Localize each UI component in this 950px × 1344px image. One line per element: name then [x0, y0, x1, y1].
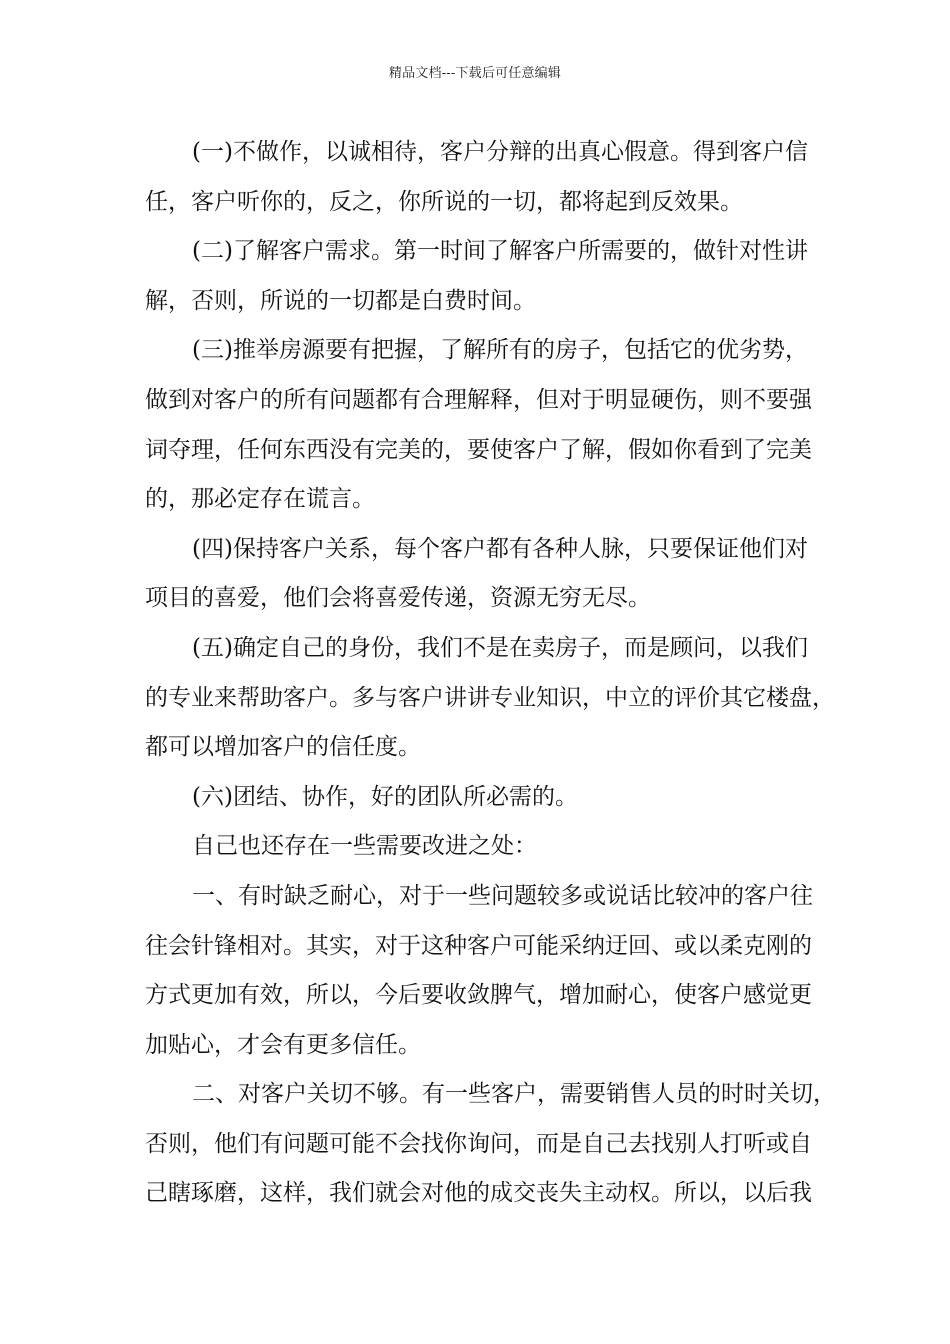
paragraph-line: [145, 723, 805, 773]
line-text: 解，否则，所说的一切都是白费时间。: [145, 287, 536, 314]
paragraph-line: [145, 128, 808, 178]
line-text: 方式更加有效，所以，今后要收敛脾气，增加耐心，使客户感觉更: [145, 982, 812, 1009]
line-text: 项目的喜爱，他们会将喜爱传递，资源无穷无尽。: [145, 585, 651, 612]
line-text: (四)保持客户关系，每个客户都有各种人脉，只要保证他们对: [192, 535, 808, 562]
document-body: [145, 128, 836, 1219]
paragraph-line: [145, 624, 808, 674]
paragraph-line: [145, 475, 805, 525]
line-text: 往会针锋相对。其实，对于这种客户可能采纳迂回、或以柔克刚的: [145, 932, 812, 959]
paragraph-line: [145, 227, 808, 277]
paragraph-line: [145, 922, 812, 972]
paragraph-line: [145, 773, 805, 823]
paragraph-line: [145, 178, 805, 228]
paragraph-line: [145, 1021, 805, 1071]
paragraph-line: [145, 971, 812, 1021]
paragraph-line: [145, 277, 805, 327]
line-text: 二、对客户关切不够。有一些客户，需要销售人员的时时关切，: [192, 1081, 836, 1108]
line-text: (三)推举房源要有把握，了解所有的房子，包括它的优劣势，: [192, 337, 808, 364]
line-text: 的，那必定存在谎言。: [145, 486, 375, 513]
paragraph-line: [145, 872, 813, 922]
line-text: 的专业来帮助客户。多与客户讲讲专业知识，中立的评价其它楼盘，: [145, 684, 835, 711]
paragraph-line: [145, 574, 805, 624]
line-text: (一)不做作，以诚相待，客户分辩的出真心假意。得到客户信: [192, 139, 808, 165]
line-text: 都可以增加客户的信任度。: [145, 734, 421, 761]
paragraph-line: [145, 1169, 812, 1219]
paragraph-line: [145, 376, 812, 426]
line-text: (五)确定自己的身份，我们不是在卖房子，而是顾问，以我们: [192, 634, 808, 661]
line-text: 否则，他们有问题可能不会找你询问，而是自己去找别人打听或自: [145, 1130, 812, 1157]
line-text: 自己也还存在一些需要改进之处：: [192, 833, 537, 860]
paragraph-line: [145, 426, 812, 476]
line-text: (六)团结、协作，好的团队所必需的。: [192, 783, 578, 810]
paragraph-line: [145, 822, 805, 872]
paragraph-line: [145, 1120, 812, 1170]
line-text: (二)了解客户需求。第一时间了解客户所需要的，做针对性讲: [192, 238, 808, 265]
paragraph-line: [145, 674, 835, 724]
paragraph-line: [145, 326, 808, 376]
line-text: 做到对客户的所有问题都有合理解释，但对于明显硬伤，则不要强: [145, 386, 812, 413]
line-text: 词夺理，任何东西没有完美的，要使客户了解，假如你看到了完美: [145, 436, 812, 463]
line-text: 一、有时缺乏耐心，对于一些问题较多或说话比较冲的客户往: [192, 882, 813, 909]
line-text: 任，客户听你的，反之，你所说的一切，都将起到反效果。: [145, 188, 743, 215]
paragraph-line: [145, 525, 808, 575]
paragraph-line: [145, 1070, 836, 1120]
page-header: 精品文档---下载后可任意编辑: [388, 66, 562, 81]
line-text: 己瞎琢磨，这样，我们就会对他的成交丧失主动权。所以，以后我: [145, 1180, 812, 1207]
line-text: 加贴心，才会有更多信任。: [145, 1031, 421, 1058]
